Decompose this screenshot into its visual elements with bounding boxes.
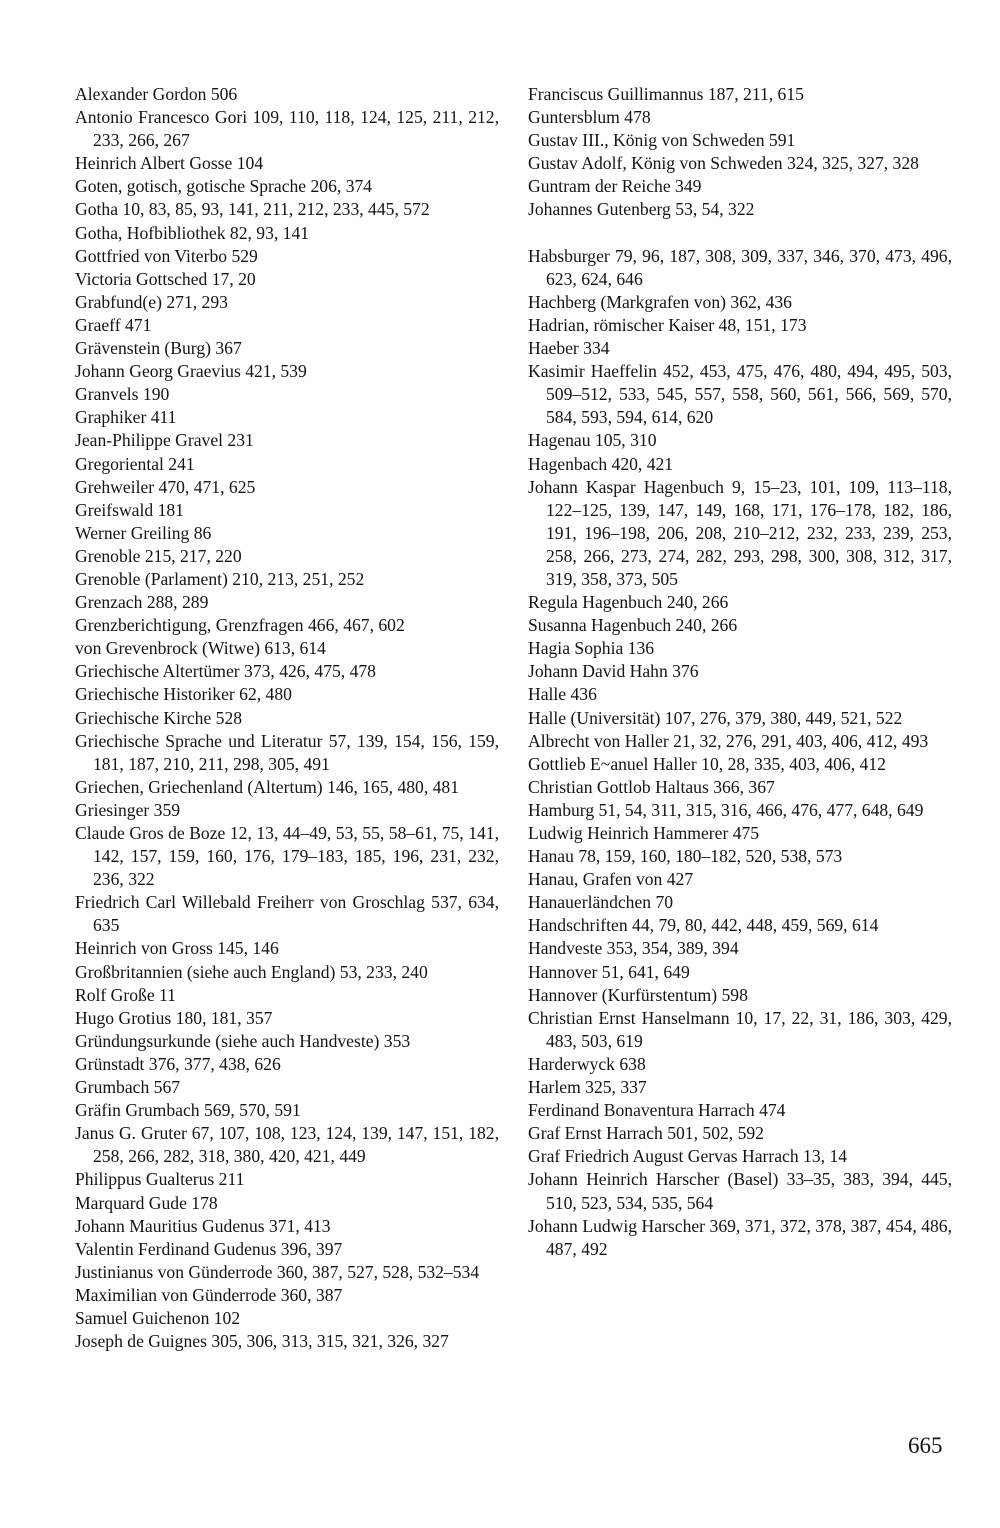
index-entry: Griechische Altertümer 373, 426, 475, 478: [75, 661, 376, 682]
index-entry: Werner Greiling 86: [75, 522, 212, 543]
index-entry: Christian Gottlob Haltaus 366, 367: [528, 776, 775, 797]
index-entry: Greifswald 181: [75, 499, 184, 520]
index-entry: Ludwig Heinrich Hammerer 475: [528, 823, 760, 843]
index-entry: Gustav Adolf, König von Schweden 324, 325, 327, 328: [528, 153, 919, 174]
index-entry: Gotha 10, 83, 85, 93, 141, 211, 212, 233, 445, 572: [75, 199, 430, 220]
index-entry: Hadrian, römischer Kaiser 48, 151, 173: [528, 314, 807, 335]
index-entry: Friedrich Carl Willebald Freiherr von Groschlag 537, 634, 635: [75, 892, 499, 936]
index-entry: Ferdinand Bonaventura Harrach 474: [528, 1100, 786, 1121]
index-entry: Grünstadt 376, 377, 438, 626: [75, 1053, 281, 1074]
index-entry: Hanau, Grafen von 427: [528, 869, 694, 890]
index-entry: Harlem 325, 337: [528, 1077, 647, 1098]
index-entry: Grenzberichtigung, Grenzfragen 466, 467, 602: [75, 615, 405, 636]
index-entry: Griechische Historiker 62, 480: [75, 684, 292, 705]
index-entry: Griechische Sprache und Literatur 57, 139, 154, 156, 159, 181, 187, 210, 211, 298, 305, 491: [75, 730, 499, 774]
index-entry: Franciscus Guillimannus 187, 211, 615: [528, 84, 804, 104]
index-entry: Christian Ernst Hanselmann 10, 17, 22, 31, 186, 303, 429, 483, 503, 619: [528, 1007, 952, 1051]
index-entry: Haeber 334: [528, 338, 610, 359]
index-entry: Griechische Kirche 528: [75, 707, 243, 728]
index-entry: Großbritannien (siehe auch England) 53, 233, 240: [75, 961, 428, 982]
index-entry: Hagenau 105, 310: [528, 430, 657, 451]
index-entry: Griechen, Griechenland (Altertum) 146, 165, 480, 481: [75, 776, 460, 797]
index-entry: Rolf Große 11: [75, 984, 176, 1005]
index-entry: von Grevenbrock (Witwe) 613, 614: [75, 638, 326, 659]
index-entry: Hagenbach 420, 421: [528, 453, 674, 474]
index-entry: Gräfin Grumbach 569, 570, 591: [75, 1100, 301, 1121]
index-entry: Gottlieb E~anuel Haller 10, 28, 335, 403, 406, 412: [528, 753, 886, 774]
index-entry: Goten, gotisch, gotische Sprache 206, 374: [75, 176, 373, 197]
index-entry: Susanna Hagenbuch 240, 266: [528, 615, 738, 636]
index-entry: Janus G. Gruter 67, 107, 108, 123, 124, 139, 147, 151, 182, 258, 266, 282, 318, 380, 420, 421, 449: [75, 1123, 499, 1167]
index-entry: Joseph de Guignes 305, 306, 313, 315, 321, 326, 327: [75, 1331, 449, 1352]
index-entry: Hachberg (Markgrafen von) 362, 436: [528, 291, 792, 312]
index-entry: Gründungsurkunde (siehe auch Handveste) 353: [75, 1030, 411, 1051]
index-entry: Philippus Gualterus 211: [75, 1169, 245, 1190]
index-entry: Johann David Hahn 376: [528, 661, 699, 682]
index-entry: Heinrich Albert Gosse 104: [75, 153, 264, 174]
index-entry: Grehweiler 470, 471, 625: [75, 476, 256, 497]
index-entry: Gustav III., König von Schweden 591: [528, 130, 796, 151]
index-entry: Johann Mauritius Gudenus 371, 413: [75, 1215, 331, 1236]
index-entry: Handschriften 44, 79, 80, 442, 448, 459, 569, 614: [528, 915, 879, 936]
index-entry: Gottfried von Viterbo 529: [75, 245, 258, 266]
index-entry: Habsburger 79, 96, 187, 308, 309, 337, 346, 370, 473, 496, 623, 624, 646: [528, 245, 952, 289]
index-entry: Grenoble (Parlament) 210, 213, 251, 252: [75, 568, 365, 589]
index-entry: Albrecht von Haller 21, 32, 276, 291, 403, 406, 412, 493: [528, 730, 929, 751]
index-entry: Hannover (Kurfürstentum) 598: [528, 984, 748, 1005]
index-entry: Granvels 190: [75, 384, 170, 405]
index-entry: Grabfund(e) 271, 293: [75, 291, 228, 312]
index-entry: Johann Ludwig Harscher 369, 371, 372, 378, 387, 454, 486, 487, 492: [528, 1215, 952, 1259]
index-entry: Victoria Gottsched 17, 20: [75, 268, 256, 289]
index-entry: Marquard Gude 178: [75, 1192, 218, 1213]
index-entry: Hanauerländchen 70: [528, 892, 674, 913]
index-entry: Grävenstein (Burg) 367: [75, 338, 242, 359]
index-entry: Guntersblum 478: [528, 107, 651, 128]
index-entry: Griesinger 359: [75, 799, 181, 820]
index-entry: Kasimir Haeffelin 452, 453, 475, 476, 480, 494, 495, 503, 509–512, 533, 545, 557, 558, 560, 561, 566, 569, 570, 584, 593, 594, 614, 620: [528, 361, 952, 428]
index-entry: Claude Gros de Boze 12, 13, 44–49, 53, 55, 58–61, 75, 141, 142, 157, 159, 160, 176, 179–183, 185, 196, 231, 232, 236, 322: [75, 823, 499, 890]
index-entry: Hannover 51, 641, 649: [528, 961, 690, 982]
index-entry: Grumbach 567: [75, 1077, 181, 1098]
index-entry: Grenoble 215, 217, 220: [75, 545, 242, 566]
index-entry: Regula Hagenbuch 240, 266: [528, 592, 729, 613]
index-entry: Handveste 353, 354, 389, 394: [528, 938, 739, 959]
index-entry: Alexander Gordon 506: [75, 84, 238, 104]
index-entry: Gotha, Hofbibliothek 82, 93, 141: [75, 222, 310, 243]
index-entry: Graphiker 411: [75, 407, 177, 428]
index-entry: Johann Georg Graevius 421, 539: [75, 361, 307, 382]
index-column-left: [75, 83, 499, 1353]
index-entry: Hamburg 51, 54, 311, 315, 316, 466, 476, 477, 648, 649: [528, 799, 924, 820]
index-entry: Jean-Philippe Gravel 231: [75, 430, 254, 451]
index-entry: Hugo Grotius 180, 181, 357: [75, 1007, 273, 1028]
page-number: 665: [908, 1433, 943, 1458]
index-entry: Graeff 471: [75, 314, 152, 335]
index-entry: Halle (Universität) 107, 276, 379, 380, 449, 521, 522: [528, 707, 903, 728]
index-entry: Halle 436: [528, 684, 597, 705]
index-entry: Graf Ernst Harrach 501, 502, 592: [528, 1123, 764, 1144]
index-entry: Justinianus von Günderrode 360, 387, 527, 528, 532–534: [75, 1261, 480, 1282]
index-entry: Valentin Ferdinand Gudenus 396, 397: [75, 1238, 343, 1259]
index-column-right: [528, 83, 952, 1261]
index-entry: Hagia Sophia 136: [528, 638, 655, 659]
index-entry: Heinrich von Gross 145, 146: [75, 938, 279, 959]
index-entry: Johann Heinrich Harscher (Basel) 33–35, 383, 394, 445, 510, 523, 534, 535, 564: [528, 1169, 952, 1213]
index-entry: Johannes Gutenberg 53, 54, 322: [528, 199, 755, 220]
index-entry: Antonio Francesco Gori 109, 110, 118, 124, 125, 211, 212, 233, 266, 267: [75, 107, 499, 151]
index-entry: Samuel Guichenon 102: [75, 1307, 241, 1328]
index-entry: Graf Friedrich August Gervas Harrach 13, 14: [528, 1146, 848, 1167]
index-entry: Maximilian von Günderrode 360, 387: [75, 1284, 343, 1305]
index-entry: Harderwyck 638: [528, 1053, 646, 1074]
index-entry: Johann Kaspar Hagenbuch 9, 15–23, 101, 109, 113–118, 122–125, 139, 147, 149, 168, 171, 176–178, 182, 186, 191, 196–198, 206, 208, 210–212, 232, 233, 239, 253, 258, 266, 273, 274, 282, 293, 298, 300, 308, 312, 317, 319, 358, 373, 505: [528, 476, 952, 589]
index-entry: Grenzach 288, 289: [75, 592, 209, 613]
index-entry: Hanau 78, 159, 160, 180–182, 520, 538, 573: [528, 846, 843, 867]
index-entry: Gregoriental 241: [75, 453, 195, 474]
index-entry: Guntram der Reiche 349: [528, 176, 702, 197]
